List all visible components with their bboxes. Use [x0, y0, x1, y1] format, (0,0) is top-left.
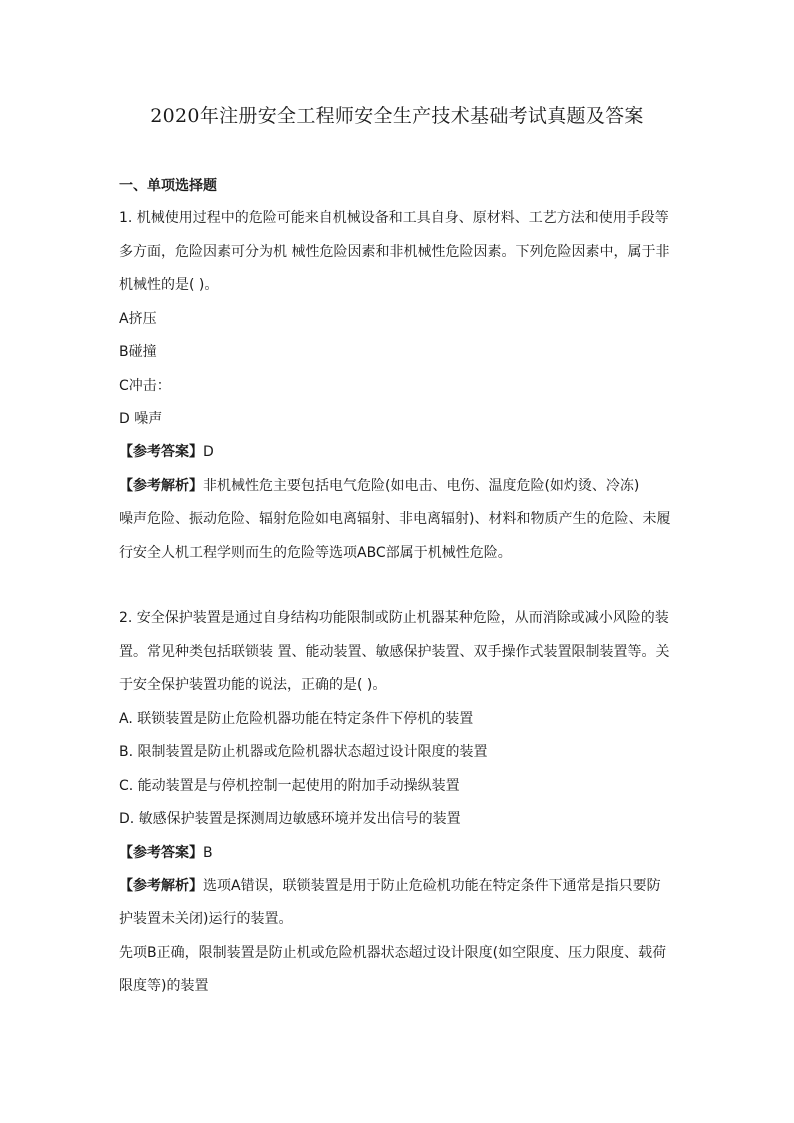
q1-answer — [119, 442, 214, 462]
q1-option-d: D 噪声 — [119, 411, 163, 427]
q1-option-b: B碰撞 — [119, 344, 157, 360]
document-title: 2020年注册安全工程师安全生产技术基础考试真题及答案 — [150, 105, 644, 127]
q2-answer-value: B — [203, 845, 213, 861]
q2-analysis — [119, 876, 661, 896]
q2-analysis-label: 【参考解析】 — [119, 878, 203, 894]
q2-analysis-line: 护装置未关闭)运行的装置。 — [119, 911, 293, 927]
q1-stem-line: 多方面，危险因素可分为机 械性危险因素和非机械性危险因素。下列危险因素中，属于非 — [119, 244, 670, 260]
q2-option-b: B. 限制装置是防止机器或危险机器状态超过设计限度的装置 — [119, 744, 488, 760]
q1-analysis — [119, 476, 639, 496]
q1-analysis-line: 噪声危险、振动危险、辐射危险如电离辐射、非电离辐射)、材料和物质产生的危险、未履 — [119, 511, 671, 527]
q1-option-c: C冲击： — [119, 378, 171, 394]
q2-option-d: D. 敏感保护装置是探测周边敏感环境并发出信号的装置 — [119, 811, 461, 827]
q2-stem-line: 置。常见种类包括联锁装 置、能动装置、敏感保护装置、双手操作式装置限制装置等。关 — [119, 644, 670, 660]
q1-analysis-line: 行安全人机工程学则而生的危险等选项ABC部属于机械性危险。 — [119, 545, 512, 561]
q1-analysis-text: 非机械性危主要包括电气危险(如电击、电伤、温度危险(如灼烫、冷冻) — [203, 478, 640, 494]
q1-answer-value: D — [203, 444, 214, 460]
section-heading: 一、单项选择题 — [119, 178, 217, 194]
q2-stem-line: 于安全保护装置功能的说法，正确的是( )。 — [119, 677, 387, 693]
q2-answer — [119, 843, 213, 863]
q1-answer-label: 【参考答案】 — [119, 444, 203, 460]
q2-option-c: C. 能动装置是与停机控制一起使用的附加手动操纵装置 — [119, 778, 460, 794]
q2-extra-line: 先项B正确，限制装置是防止机或危险机器状态超过设计限度(如空限度、压力限度、载荷 — [119, 945, 667, 961]
q1-option-a: A挤压 — [119, 311, 157, 327]
q2-answer-label: 【参考答案】 — [119, 845, 203, 861]
q2-stem-line: 2. 安全保护装置是通过自身结构功能限制或防止机器某种危险，从而消除或减小风险的装 — [119, 610, 669, 626]
q2-analysis-text: 选项A错误，联锁装置是用于防止危硷机功能在特定条件下通常是指只要防 — [203, 878, 661, 894]
q1-analysis-label: 【参考解析】 — [119, 478, 203, 494]
q1-stem-line: 机械性的是( )。 — [119, 277, 219, 293]
q2-extra-line: 限度等)的装置 — [119, 978, 209, 994]
q1-stem-line: 1. 机械使用过程中的危险可能来自机械设备和工具自身、原材料、工艺方法和使用手段等 — [119, 210, 669, 226]
q2-option-a: A. 联锁装置是防止危险机器功能在特定条件下停机的装置 — [119, 711, 474, 727]
